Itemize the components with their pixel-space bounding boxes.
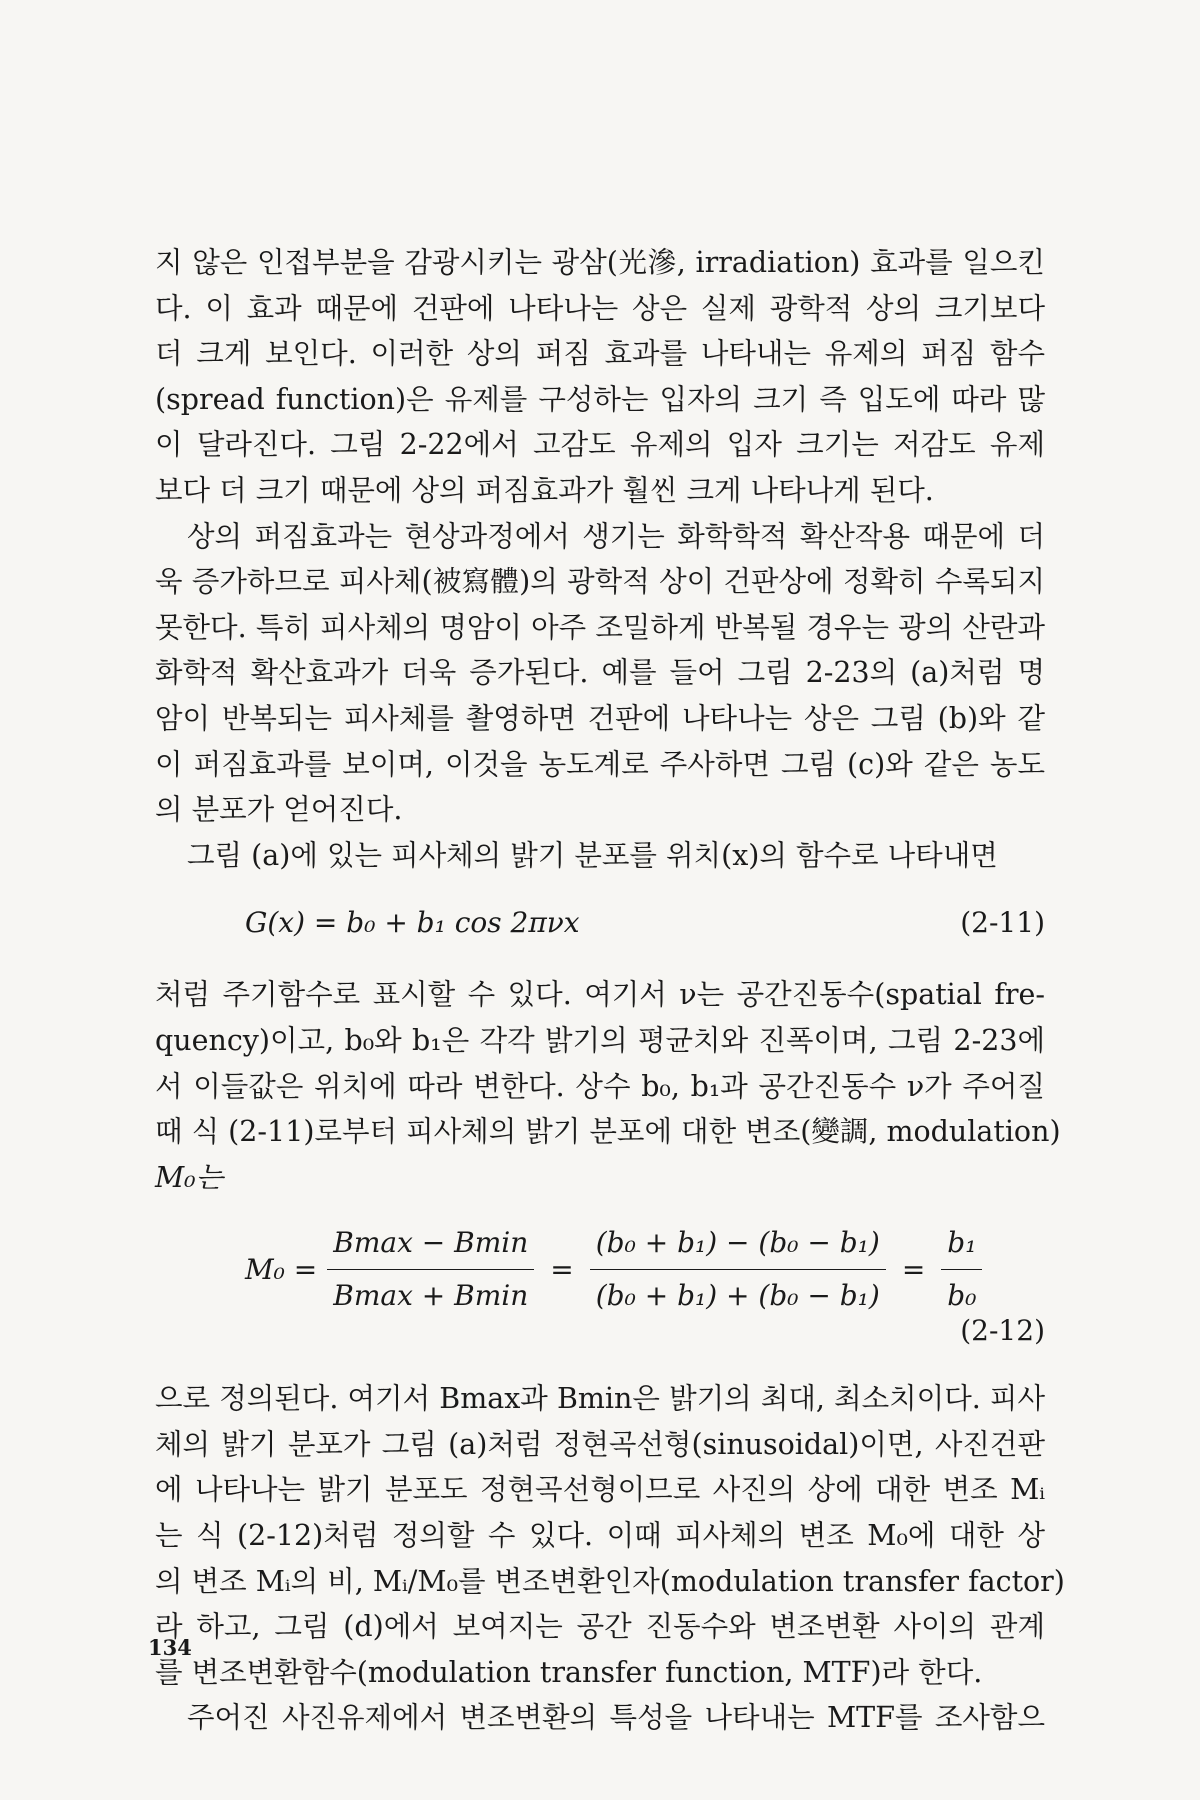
fraction-brightness [327,1220,534,1318]
text-line: 다. 이 효과 때문에 건판에 나타나는 상은 실제 광학적 상의 크기보다 [155,291,1045,325]
equation-body: G(x) = b₀ + b₁ cos 2πνx [245,906,580,940]
fraction-numerator: b₁ [941,1220,982,1270]
fraction-denominator: b₀ [947,1278,977,1312]
text-line: quency)이고, b₀와 b₁은 각각 밝기의 평균치와 진폭이며, 그림 2-23에 [155,1023,1045,1057]
text-line: 욱 증가하므로 피사체(被寫體)의 광학적 상이 건판상에 정확히 수록되지 [155,565,1045,599]
fraction-numerator: (b₀ + b₁) − (b₀ − b₁) [590,1220,886,1270]
text-line: 의 변조 Mᵢ의 비, Mᵢ/M₀를 변조변환인자(modulation transfer factor) [155,1564,1065,1598]
text-line: 를 변조변환함수(modulation transfer function, MTF)라 한다. [155,1655,983,1689]
text-line: 더 크게 보인다. 이러한 상의 퍼짐 효과를 나타내는 유제의 퍼짐 함수 [155,337,1045,371]
paragraph-6 [155,1695,1045,1741]
text-line: 화학적 확산효과가 더욱 증가된다. 예를 들어 그림 2-23의 (a)처럼 명 [155,656,1045,690]
fraction-ratio [941,1220,982,1318]
equals-sign: = [901,1252,926,1286]
text-line: 지 않은 인접부분을 감광시키는 광삼(光滲, irradiation) 효과를 일으킨 [155,246,1045,279]
text-line: 암이 반복되는 피사체를 촬영하면 건판에 나타나는 상은 그림 (b)와 같 [155,701,1045,735]
text-line: 보다 더 크기 때문에 상의 퍼짐효과가 훨씬 크게 나타나게 된다. [155,473,934,507]
text-line: 못한다. 특히 피사체의 명암이 아주 조밀하게 반복될 경우는 광의 산란과 [155,610,1045,644]
text-line: 서 이들값은 위치에 따라 변한다. 상수 b₀, b₁과 공간진동수 ν가 주어질 [155,1069,1045,1103]
equation-number: (2-11) [960,906,1045,940]
paragraph-2 [155,514,1045,833]
fraction-coefficients [590,1220,886,1318]
equation-lhs: M₀ = [245,1252,318,1286]
equals-sign: = [550,1252,574,1286]
paragraph-4 [155,972,1061,1200]
text-line: 처럼 주기함수로 표시할 수 있다. 여기서 ν는 공간진동수(spatial fre- [155,978,1045,1012]
fraction-numerator: Bmax − Bmin [327,1220,534,1270]
body-text [155,240,1065,1741]
text-line: 이 달라진다. 그림 2-22에서 고감도 유제의 입자 크기는 저감도 유제 [155,428,1045,462]
fraction-denominator: (b₀ + b₁) + (b₀ − b₁) [595,1278,880,1312]
text-line: M₀는 [155,1160,224,1194]
equation-2-11 [155,892,1045,952]
text-line: 의 분포가 얻어진다. [155,793,403,827]
text-line: 체의 밝기 분포가 그림 (a)처럼 정현곡선형(sinusoidal)이면, 사진건판 [155,1427,1045,1461]
text-line: 때 식 (2-11)로부터 피사체의 밝기 분포에 대한 변조(變調, modulation) [155,1115,1061,1149]
equation-row [245,1220,992,1318]
paragraph-3 [155,833,1045,879]
equation-2-12 [155,1212,1045,1372]
text-line: 에 나타나는 밝기 분포도 정현곡선형이므로 사진의 상에 대한 변조 Mᵢ [155,1473,1045,1507]
text-line: 주어진 사진유제에서 변조변환의 특성을 나타내는 MTF를 조사함으 [187,1701,1045,1735]
text-line: 으로 정의된다. 여기서 Bmax과 Bmin은 밝기의 최대, 최소치이다. 피사 [155,1382,1045,1416]
paragraph-1 [155,240,1045,514]
text-line: 라 하고, 그림 (d)에서 보여지는 공간 진동수와 변조변환 사이의 관계 [155,1610,1045,1644]
paragraph-5 [155,1376,1065,1695]
text-line: (spread function)은 유제를 구성하는 입자의 크기 즉 입도에 따라 많 [155,382,1045,416]
equation-number: (2-12) [960,1314,1045,1348]
page-number: 134 [148,1635,192,1660]
text-line: 상의 퍼짐효과는 현상과정에서 생기는 화학학적 확산작용 때문에 더 [187,519,1045,553]
text-line: 그림 (a)에 있는 피사체의 밝기 분포를 위치(x)의 함수로 나타내면 [187,838,998,872]
text-line: 는 식 (2-12)처럼 정의할 수 있다. 이때 피사체의 변조 M₀에 대한 상 [155,1519,1045,1553]
fraction-denominator: Bmax + Bmin [333,1278,529,1312]
text-line: 이 퍼짐효과를 보이며, 이것을 농도계로 주사하면 그림 (c)와 같은 농도 [155,747,1045,781]
